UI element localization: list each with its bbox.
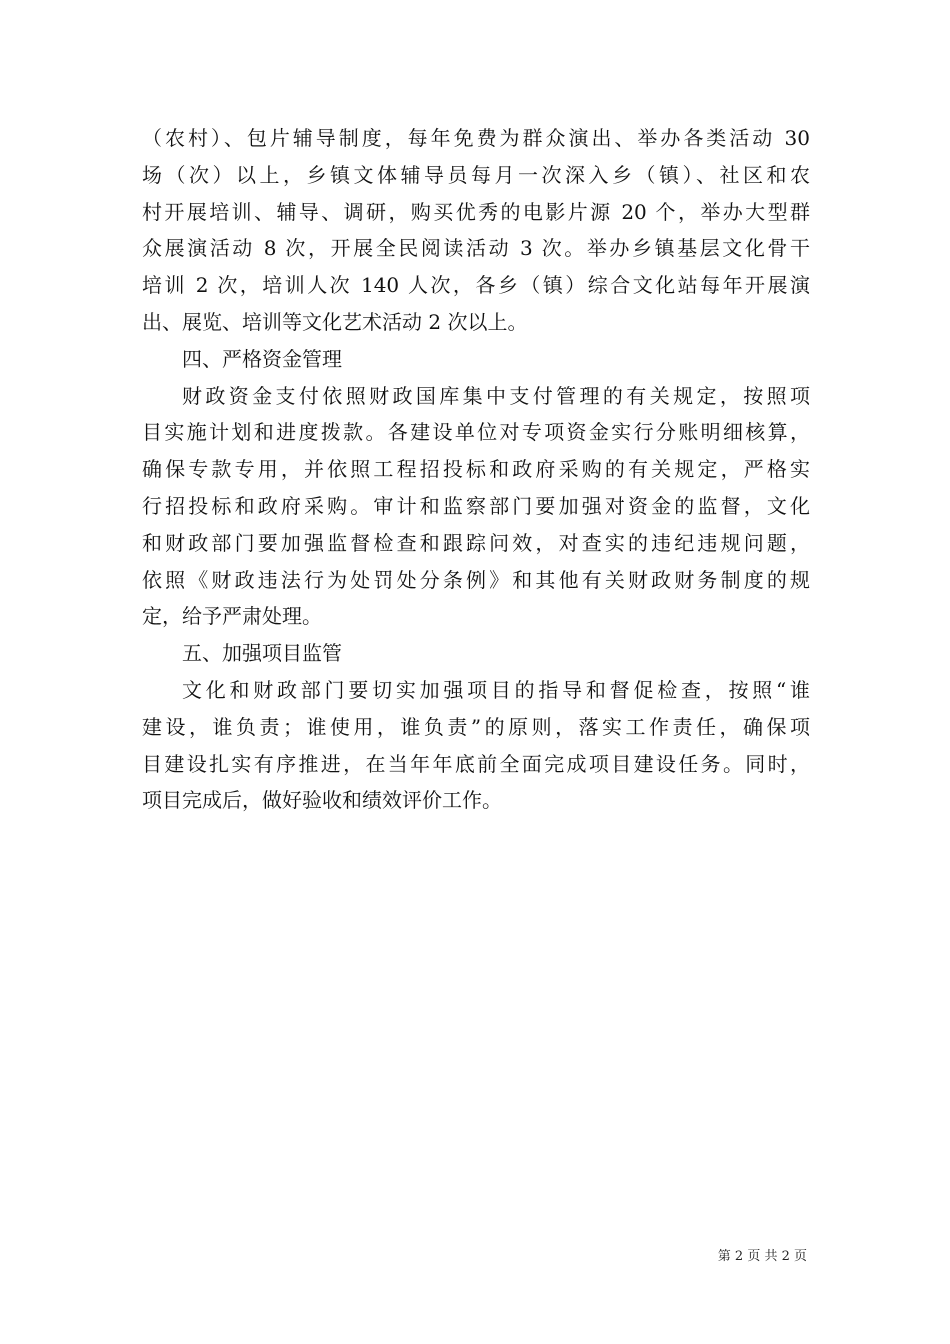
text-line: 众展演活动 8 次，开展全民阅读活动 3 次。举办乡镇基层文化骨干 <box>142 236 810 261</box>
text-line: 财政资金支付依照财政国库集中支付管理的有关规定，按照项 <box>182 383 810 408</box>
text-line: 项目完成后，做好验收和绩效评价工作。 <box>142 788 502 813</box>
section-heading-project-supervision: 五、加强项目监管 <box>182 641 342 666</box>
text-line: 出、展览、培训等文化艺术活动 2 次以上。 <box>142 309 528 334</box>
section-heading-fund-management: 四、严格资金管理 <box>182 346 342 371</box>
text-line: 和财政部门要加强监督检查和跟踪问效，对查实的违纪违规问题， <box>142 530 810 555</box>
text-line: 村开展培训、辅导、调研，购买优秀的电影片源 20 个，举办大型群 <box>142 199 810 224</box>
text-line: 文化和财政部门要切实加强项目的指导和督促检查，按照“谁 <box>182 677 810 702</box>
fund-management-paragraph <box>142 378 810 636</box>
text-line: 依照《财政违法行为处罚处分条例》和其他有关财政财务制度的规 <box>142 567 810 592</box>
text-line: 场（次）以上，乡镇文体辅导员每月一次深入乡（镇）、社区和农 <box>142 162 810 187</box>
document-body <box>142 120 810 819</box>
text-line: 建设，谁负责；谁使用，谁负责”的原则，落实工作责任，确保项 <box>142 714 810 739</box>
text-line: 目建设扎实有序推进，在当年年底前全面完成项目建设任务。同时， <box>142 751 810 776</box>
text-line: 目实施计划和进度拨款。各建设单位对专项资金实行分账明细核算， <box>142 420 810 445</box>
text-line: 培训 2 次，培训人次 140 人次，各乡（镇）综合文化站每年开展演 <box>142 273 810 298</box>
page-number-footer: 第 2 页 共 2 页 <box>717 1249 807 1264</box>
text-line: 定，给予严肃处理。 <box>142 604 322 629</box>
continuation-paragraph <box>142 120 810 341</box>
text-line: 行招投标和政府采购。审计和监察部门要加强对资金的监督，文化 <box>142 493 810 518</box>
text-line: 确保专款专用，并依照工程招投标和政府采购的有关规定，严格实 <box>142 457 810 482</box>
text-line: （农村）、包片辅导制度，每年免费为群众演出、举办各类活动 30 <box>142 126 810 150</box>
project-supervision-paragraph <box>142 672 810 819</box>
